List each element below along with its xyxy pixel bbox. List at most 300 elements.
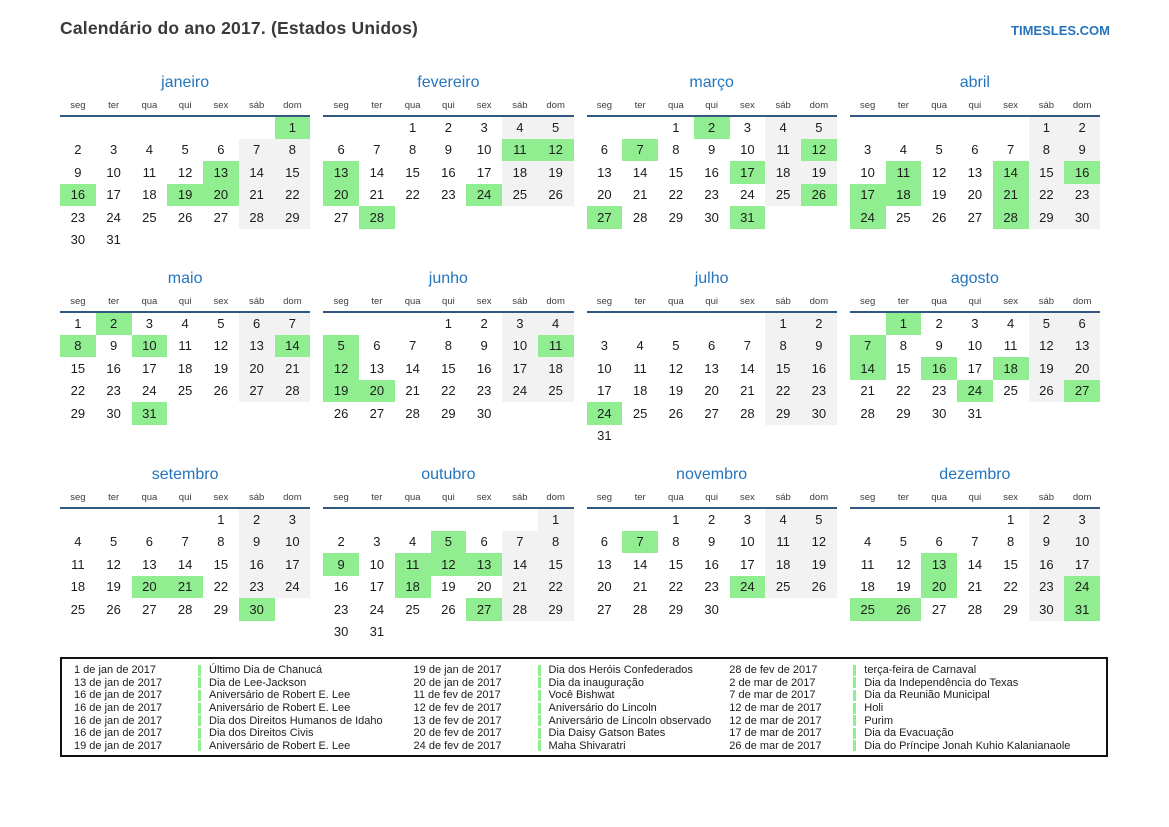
day-cell: 20 — [597, 579, 612, 595]
weekday-header: ter — [96, 100, 132, 116]
day-cell: 30 — [704, 209, 719, 225]
holiday-day-cell: 19 — [323, 380, 359, 403]
weekday-header: sáb — [765, 492, 801, 508]
month-agosto — [850, 269, 1100, 455]
day-cell: 21 — [405, 383, 420, 399]
day-cell: 9 — [708, 142, 716, 158]
day-cell: 3 — [743, 120, 751, 136]
holiday-day-cell: 7 — [622, 139, 658, 162]
day-cell: 16 — [704, 556, 719, 572]
day-cell: 29 — [538, 598, 574, 621]
holiday-day-cell: 27 — [1064, 380, 1100, 403]
weekday-header: sex — [466, 492, 502, 508]
month-table — [587, 100, 837, 229]
day-cell: 22 — [213, 579, 229, 595]
holiday-tick-icon — [198, 690, 201, 701]
empty-cell — [466, 621, 502, 644]
day-cell: 25 — [142, 209, 157, 225]
day-cell: 16 — [441, 164, 456, 180]
day-cell: 9 — [110, 338, 118, 354]
weekday-header: qua — [658, 100, 694, 116]
day-cell: 23 — [801, 380, 837, 403]
day-cell: 20 — [239, 357, 275, 380]
day-cell: 17 — [275, 553, 311, 576]
month-março — [587, 73, 837, 259]
day-cell: 8 — [672, 534, 680, 550]
month-dezembro — [850, 465, 1100, 651]
empty-cell — [395, 206, 431, 229]
day-cell: 5 — [672, 338, 680, 354]
weekday-header: ter — [886, 100, 922, 116]
empty-cell — [275, 402, 311, 425]
holiday-day-cell: 13 — [203, 161, 239, 184]
day-cell: 21 — [502, 576, 538, 599]
holiday-day-cell: 2 — [694, 116, 730, 139]
empty-cell — [239, 229, 275, 252]
holiday-day-cell: 16 — [921, 357, 957, 380]
day-cell: 29 — [275, 206, 311, 229]
empty-cell — [502, 206, 538, 229]
day-cell: 15 — [1029, 161, 1065, 184]
legend-entry — [729, 664, 1096, 677]
holiday-day-cell: 24 — [587, 402, 623, 425]
holiday-day-cell: 11 — [886, 161, 922, 184]
day-cell: 8 — [409, 142, 417, 158]
day-cell: 4 — [864, 534, 872, 550]
empty-cell — [622, 508, 658, 531]
day-cell: 1 — [765, 312, 801, 335]
day-cell: 25 — [538, 380, 574, 403]
day-cell: 28 — [860, 405, 875, 421]
brand-link[interactable]: TIMESLES.COM — [1011, 23, 1110, 38]
day-cell: 18 — [538, 357, 574, 380]
day-cell: 11 — [765, 531, 801, 554]
legend-entry — [414, 677, 730, 690]
day-cell: 7 — [971, 534, 979, 550]
day-cell: 3 — [502, 312, 538, 335]
weekday-header: sex — [203, 100, 239, 116]
day-cell: 1 — [74, 316, 82, 332]
day-cell: 12 — [1029, 335, 1065, 358]
day-cell: 24 — [275, 576, 311, 599]
weekday-header: ter — [96, 296, 132, 312]
day-cell: 28 — [275, 380, 311, 403]
holiday-day-cell: 13 — [921, 553, 957, 576]
day-cell: 18 — [860, 579, 875, 595]
empty-cell — [431, 621, 467, 644]
empty-cell — [203, 229, 239, 252]
day-cell: 15 — [765, 357, 801, 380]
holiday-day-cell: 31 — [132, 402, 168, 425]
legend-entry — [74, 727, 414, 740]
legend-name: Dia do Príncipe Jonah Kuhio Kalanianaole — [864, 739, 1071, 752]
day-cell: 14 — [632, 164, 648, 180]
holiday-day-cell: 27 — [466, 598, 502, 621]
day-cell: 19 — [801, 553, 837, 576]
empty-cell — [801, 206, 837, 229]
day-cell: 11 — [1003, 338, 1018, 354]
day-cell: 28 — [632, 601, 648, 617]
day-cell: 30 — [1029, 598, 1065, 621]
legend-date: 1 de jan de 2017 — [74, 664, 156, 677]
legend-date: 11 de fev de 2017 — [413, 689, 501, 702]
day-cell: 12 — [931, 164, 947, 180]
day-cell: 17 — [106, 187, 121, 203]
weekday-header: sáb — [765, 296, 801, 312]
legend-name: Dia da Reunião Municipal — [864, 689, 990, 702]
day-cell: 29 — [668, 209, 684, 225]
empty-cell — [323, 116, 359, 139]
day-cell: 11 — [142, 164, 157, 180]
day-cell: 24 — [369, 601, 385, 617]
holiday-day-cell: 11 — [395, 553, 431, 576]
day-cell: 30 — [1064, 206, 1100, 229]
day-cell: 6 — [217, 142, 225, 158]
day-cell: 26 — [213, 383, 229, 399]
month-title: novembro — [676, 466, 748, 483]
day-cell: 24 — [106, 209, 121, 225]
empty-cell — [993, 116, 1029, 139]
empty-cell — [431, 508, 467, 531]
legend-column — [74, 664, 414, 752]
empty-cell — [167, 402, 203, 425]
day-cell: 19 — [441, 579, 456, 595]
legend-date: 13 de jan de 2017 — [74, 676, 163, 689]
day-cell: 25 — [502, 184, 538, 207]
month-title: fevereiro — [417, 74, 480, 91]
weekday-header: sáb — [502, 492, 538, 508]
holiday-tick-icon — [538, 665, 541, 676]
holiday-day-cell: 8 — [60, 335, 96, 358]
day-cell: 3 — [145, 316, 153, 332]
weekday-header: qua — [132, 492, 168, 508]
empty-cell — [395, 312, 431, 335]
month-table — [60, 492, 310, 621]
legend-date: 19 de jan de 2017 — [74, 739, 163, 752]
holiday-tick-icon — [198, 703, 201, 714]
day-cell: 22 — [765, 380, 801, 403]
day-cell: 8 — [899, 338, 907, 354]
day-cell: 2 — [239, 508, 275, 531]
day-cell: 21 — [967, 579, 983, 595]
weekday-header: dom — [801, 296, 837, 312]
day-cell: 9 — [935, 338, 943, 354]
day-cell: 10 — [502, 335, 538, 358]
empty-cell — [167, 116, 203, 139]
weekday-header: qua — [132, 296, 168, 312]
weekday-header: sex — [203, 296, 239, 312]
day-cell: 22 — [441, 383, 456, 399]
day-cell: 24 — [740, 187, 755, 203]
month-table — [587, 296, 837, 447]
weekday-header: ter — [359, 100, 395, 116]
empty-cell — [96, 508, 132, 531]
month-fevereiro — [323, 73, 573, 259]
month-table — [323, 296, 573, 425]
empty-cell — [993, 402, 1029, 425]
legend-entry — [74, 714, 414, 727]
weekday-header: ter — [622, 100, 658, 116]
day-cell: 3 — [373, 534, 381, 550]
day-cell: 31 — [106, 232, 121, 248]
day-cell: 12 — [801, 531, 837, 554]
day-cell: 23 — [70, 209, 86, 225]
day-cell: 27 — [213, 209, 229, 225]
day-cell: 20 — [476, 579, 492, 595]
day-cell: 14 — [632, 556, 648, 572]
empty-cell — [167, 508, 203, 531]
weekday-header: qua — [395, 492, 431, 508]
day-cell: 3 — [1064, 508, 1100, 531]
day-cell: 8 — [1029, 139, 1065, 162]
legend-name: Maha Shivaratri — [548, 739, 626, 752]
day-cell: 17 — [369, 579, 385, 595]
empty-cell — [957, 508, 993, 531]
holiday-day-cell: 12 — [538, 139, 574, 162]
empty-cell — [359, 312, 395, 335]
day-cell: 16 — [1029, 553, 1065, 576]
holiday-day-cell: 28 — [993, 206, 1029, 229]
day-cell: 25 — [405, 601, 420, 617]
weekday-header: qua — [921, 492, 957, 508]
day-cell: 29 — [441, 405, 456, 421]
holiday-day-cell: 24 — [850, 206, 886, 229]
holiday-day-cell: 12 — [323, 357, 359, 380]
day-cell: 15 — [668, 556, 684, 572]
day-cell: 1 — [672, 512, 680, 528]
day-cell: 16 — [239, 553, 275, 576]
day-cell: 18 — [632, 383, 648, 399]
legend-entry — [729, 727, 1096, 740]
empty-cell — [765, 425, 801, 448]
day-cell: 13 — [369, 360, 385, 376]
empty-cell — [730, 312, 766, 335]
empty-cell — [850, 508, 886, 531]
holiday-day-cell: 21 — [993, 184, 1029, 207]
holiday-day-cell: 14 — [275, 335, 311, 358]
holiday-day-cell: 17 — [730, 161, 766, 184]
weekday-header: qui — [957, 492, 993, 508]
holiday-day-cell: 5 — [323, 335, 359, 358]
empty-cell — [730, 425, 766, 448]
weekday-header: sáb — [1029, 296, 1065, 312]
day-cell: 30 — [931, 405, 947, 421]
legend-entry — [74, 689, 414, 702]
holiday-day-cell: 12 — [431, 553, 467, 576]
month-table — [60, 296, 310, 425]
month-outubro — [323, 465, 573, 651]
day-cell: 3 — [110, 142, 118, 158]
day-cell: 14 — [369, 164, 385, 180]
day-cell: 3 — [275, 508, 311, 531]
holiday-tick-icon — [538, 715, 541, 726]
day-cell: 14 — [740, 360, 755, 376]
weekday-header: ter — [96, 492, 132, 508]
day-cell: 25 — [765, 576, 801, 599]
weekday-header: qui — [167, 296, 203, 312]
empty-cell — [167, 229, 203, 252]
empty-cell — [886, 508, 922, 531]
legend-name: Dia da inauguração — [548, 676, 644, 689]
holiday-day-cell: 20 — [323, 184, 359, 207]
day-cell: 15 — [441, 360, 456, 376]
legend-name: Aniversário do Lincoln — [548, 702, 657, 715]
weekday-header: qua — [658, 492, 694, 508]
day-cell: 4 — [538, 312, 574, 335]
legend-date: 2 de mar de 2017 — [729, 676, 816, 689]
holiday-tick-icon — [538, 677, 541, 688]
holiday-day-cell: 24 — [957, 380, 993, 403]
day-cell: 22 — [70, 383, 86, 399]
day-cell: 4 — [899, 142, 907, 158]
weekday-header: seg — [323, 296, 359, 312]
empty-cell — [801, 598, 837, 621]
empty-cell — [765, 598, 801, 621]
legend-entry — [414, 740, 730, 753]
day-cell: 5 — [217, 316, 225, 332]
legend-entry — [414, 664, 730, 677]
weekday-header: sáb — [1029, 492, 1065, 508]
empty-cell — [502, 621, 538, 644]
weekday-header: qua — [658, 296, 694, 312]
legend-date: 16 de jan de 2017 — [74, 727, 163, 740]
day-cell: 29 — [213, 601, 229, 617]
day-cell: 6 — [373, 338, 381, 354]
day-cell: 10 — [597, 360, 612, 376]
empty-cell — [957, 116, 993, 139]
day-cell: 19 — [896, 579, 911, 595]
day-cell: 22 — [538, 576, 574, 599]
legend-name: Aniversário de Robert E. Lee — [209, 702, 351, 715]
day-cell: 17 — [142, 360, 157, 376]
legend-name: Dia dos Direitos Humanos de Idaho — [209, 714, 383, 727]
weekday-header: qua — [132, 100, 168, 116]
day-cell: 31 — [967, 405, 983, 421]
weekday-header: seg — [850, 296, 886, 312]
day-cell: 21 — [860, 383, 875, 399]
empty-cell — [203, 116, 239, 139]
legend-entry — [729, 740, 1096, 753]
day-cell: 6 — [600, 142, 608, 158]
day-cell: 28 — [740, 405, 755, 421]
day-cell: 1 — [1007, 512, 1015, 528]
day-cell: 3 — [600, 338, 608, 354]
day-cell: 3 — [971, 316, 979, 332]
holiday-day-cell: 16 — [60, 184, 96, 207]
day-cell: 10 — [967, 338, 983, 354]
day-cell: 9 — [708, 534, 716, 550]
day-cell: 23 — [239, 576, 275, 599]
day-cell: 9 — [480, 338, 488, 354]
day-cell: 2 — [74, 142, 82, 158]
day-cell: 29 — [70, 405, 86, 421]
day-cell: 5 — [1029, 312, 1065, 335]
month-title: dezembro — [939, 466, 1011, 483]
holiday-day-cell: 24 — [730, 576, 766, 599]
empty-cell — [359, 508, 395, 531]
day-cell: 22 — [275, 184, 311, 207]
weekday-header: sex — [730, 492, 766, 508]
weekday-header: dom — [1064, 492, 1100, 508]
weekday-header: dom — [275, 296, 311, 312]
day-cell: 17 — [502, 357, 538, 380]
empty-cell — [694, 425, 730, 448]
weekday-header: sex — [466, 296, 502, 312]
day-cell: 19 — [106, 579, 121, 595]
holiday-day-cell: 13 — [323, 161, 359, 184]
day-cell: 1 — [538, 508, 574, 531]
day-cell: 25 — [896, 209, 911, 225]
weekday-header: ter — [886, 492, 922, 508]
empty-cell — [466, 508, 502, 531]
legend-name: Dia dos Direitos Civis — [209, 727, 314, 740]
day-cell: 27 — [704, 405, 719, 421]
weekday-header: ter — [359, 296, 395, 312]
day-cell: 15 — [668, 164, 684, 180]
day-cell: 6 — [708, 338, 716, 354]
day-cell: 1 — [1029, 116, 1065, 139]
day-cell: 16 — [476, 360, 492, 376]
day-cell: 10 — [275, 531, 311, 554]
holiday-day-cell: 20 — [132, 576, 168, 599]
legend-name: Último Dia de Chanucá — [209, 664, 323, 677]
legend-entry — [74, 664, 414, 677]
month-title: outubro — [421, 466, 476, 483]
weekday-header: ter — [359, 492, 395, 508]
weekday-header: seg — [60, 296, 96, 312]
day-cell: 2 — [935, 316, 943, 332]
legend-entry — [414, 714, 730, 727]
day-cell: 16 — [333, 579, 349, 595]
day-cell: 9 — [1029, 531, 1065, 554]
day-cell: 18 — [502, 161, 538, 184]
day-cell: 11 — [633, 360, 647, 376]
day-cell: 21 — [632, 579, 648, 595]
day-cell: 21 — [239, 184, 275, 207]
legend-entry — [729, 689, 1096, 702]
day-cell: 16 — [106, 360, 121, 376]
day-cell: 3 — [480, 120, 488, 136]
weekday-header: sex — [993, 492, 1029, 508]
holiday-day-cell: 1 — [275, 116, 311, 139]
day-cell: 13 — [597, 164, 612, 180]
day-cell: 5 — [935, 142, 943, 158]
empty-cell — [1064, 402, 1100, 425]
day-cell: 6 — [600, 534, 608, 550]
holiday-tick-icon — [198, 728, 201, 739]
day-cell: 9 — [239, 531, 275, 554]
day-cell: 6 — [337, 142, 345, 158]
holiday-day-cell: 30 — [239, 598, 275, 621]
month-abril — [850, 73, 1100, 259]
legend-date: 7 de mar de 2017 — [729, 689, 816, 702]
month-table — [850, 492, 1100, 621]
legend-name: Dia da Evacuação — [864, 727, 954, 740]
day-cell: 5 — [181, 142, 189, 158]
day-cell: 17 — [597, 383, 612, 399]
holiday-day-cell: 7 — [850, 335, 886, 358]
empty-cell — [765, 206, 801, 229]
weekday-header: qui — [694, 492, 730, 508]
holiday-day-cell: 18 — [395, 576, 431, 599]
day-cell: 26 — [441, 601, 456, 617]
month-table — [850, 296, 1100, 425]
day-cell: 14 — [502, 553, 538, 576]
day-cell: 27 — [369, 405, 385, 421]
holiday-day-cell: 25 — [850, 598, 886, 621]
day-cell: 8 — [444, 338, 452, 354]
month-title: janeiro — [161, 74, 210, 91]
